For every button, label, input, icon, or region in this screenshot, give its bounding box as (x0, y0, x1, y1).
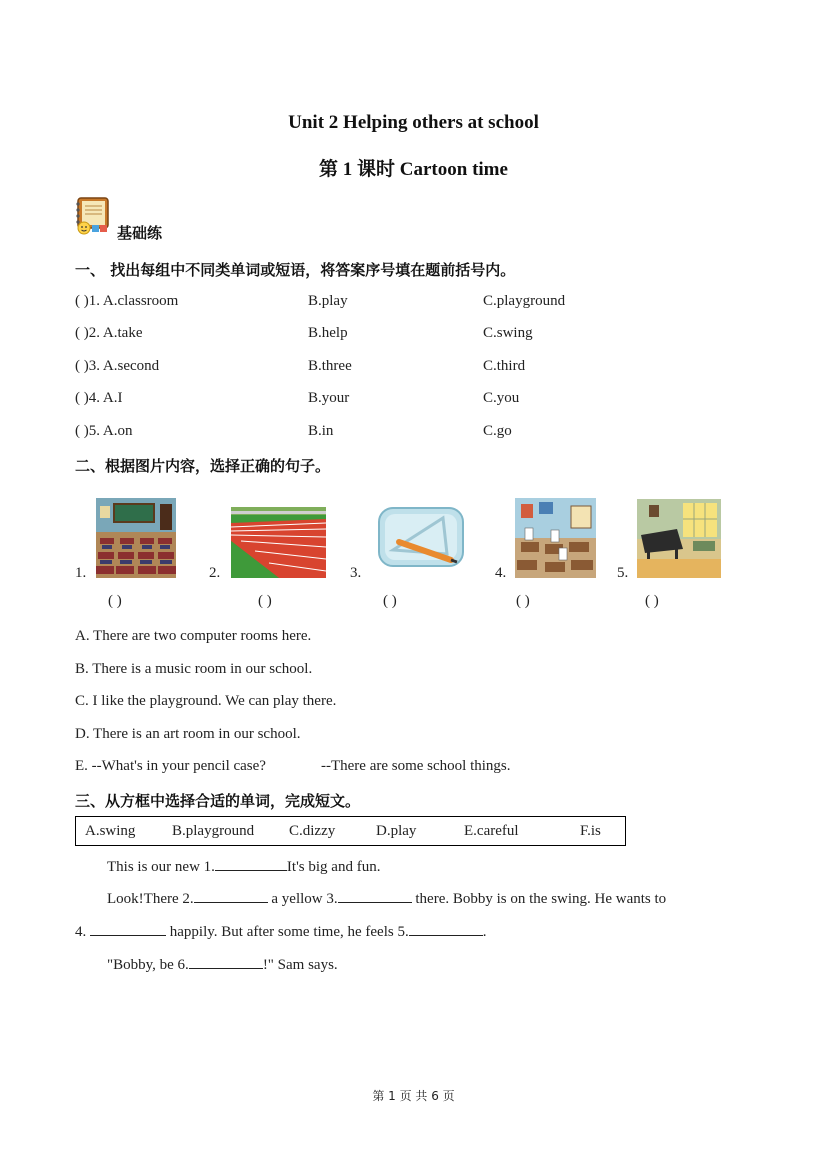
q2-option-b: B. There is a music room in our school. (75, 661, 313, 677)
q1-item-3-c: C.third (483, 358, 526, 374)
passage-line-2 (107, 888, 666, 908)
music-room-picture (637, 499, 721, 578)
blank-2[interactable] (194, 888, 268, 903)
q2-option-e-question: E. --What's in your pencil case? (75, 758, 266, 774)
section-label: 基础练 (117, 224, 163, 242)
word-box (75, 816, 626, 846)
passage-text: a yellow 3. (267, 891, 338, 907)
playground-picture (231, 501, 326, 578)
passage-text: 4. (75, 924, 90, 940)
word-option-a: A.swing (85, 823, 136, 839)
art-room-picture (515, 498, 596, 578)
q2-number-5: 5. (617, 565, 629, 581)
q1-item-2-c: C.swing (483, 325, 533, 341)
word-option-e: E.careful (464, 823, 519, 839)
q1-item-1-a: ( )1. A.classroom (75, 293, 179, 309)
q2-number-2: 2. (209, 565, 221, 581)
classroom-picture (96, 498, 176, 578)
q1-item-4-a: ( )4. A.I (75, 390, 123, 406)
q2-answer-paren-3[interactable]: ( ) (383, 593, 397, 609)
q1-item-3-a: ( )3. A.second (75, 358, 160, 374)
passage-text: !" Sam says. (262, 957, 338, 973)
q2-heading: 二、根据图片内容，选择正确的句子。 (75, 457, 331, 475)
q1-item-1-c: C.playground (483, 293, 566, 309)
page-footer: 第 1 页 共 6 页 (372, 1089, 455, 1103)
notebook-icon (75, 196, 111, 236)
passage-text: . (482, 924, 487, 940)
page-title: Unit 2 Helping others at school (288, 112, 539, 133)
blank-6[interactable] (189, 954, 263, 969)
q2-answer-paren-4[interactable]: ( ) (516, 593, 530, 609)
passage-line-4 (107, 954, 338, 974)
word-option-f: F.is (580, 823, 601, 839)
q1-heading: 一、 找出每组中不同类单词或短语，将答案序号填在题前括号内。 (75, 261, 516, 279)
q1-item-5-c: C.go (483, 423, 512, 439)
passage-text: happily. But after some time, he feels 5. (166, 924, 409, 940)
passage-text: "Bobby, be 6. (107, 957, 189, 973)
q2-option-d: D. There is an art room in our school. (75, 726, 301, 742)
passage-text: Look!There 2. (107, 891, 194, 907)
word-option-c: C.dizzy (289, 823, 336, 839)
passage-text: It's big and fun. (286, 859, 381, 875)
passage-line-1 (107, 856, 380, 876)
word-option-d: D.play (376, 823, 417, 839)
q1-item-3-b: B.three (308, 358, 352, 374)
q2-option-c: C. I like the playground. We can play there. (75, 693, 337, 709)
blank-5[interactable] (409, 921, 483, 936)
q1-item-2-b: B.help (308, 325, 348, 341)
q2-number-4: 4. (495, 565, 507, 581)
q2-option-e-answer: --There are some school things. (321, 758, 511, 774)
q2-number-3: 3. (350, 565, 362, 581)
q2-answer-paren-1[interactable]: ( ) (108, 593, 122, 609)
q1-item-2-a: ( )2. A.take (75, 325, 143, 341)
passage-line-3 (75, 921, 486, 941)
blank-4[interactable] (90, 921, 166, 936)
pencil-case-picture (373, 498, 469, 578)
word-option-b: B.playground (172, 823, 255, 839)
q1-item-1-b: B.play (308, 293, 348, 309)
q1-item-4-c: C.you (483, 390, 520, 406)
q2-answer-paren-5[interactable]: ( ) (645, 593, 659, 609)
blank-1[interactable] (215, 856, 287, 871)
q2-number-1: 1. (75, 565, 87, 581)
q2-answer-paren-2[interactable]: ( ) (258, 593, 272, 609)
page-subtitle: 第 1 课时 Cartoon time (319, 159, 508, 180)
q1-item-4-b: B.your (308, 390, 350, 406)
q3-heading: 三、从方框中选择合适的单词，完成短文。 (75, 792, 361, 810)
passage-text: there. Bobby is on the swing. He wants to (411, 891, 667, 907)
q1-item-5-b: B.in (308, 423, 334, 439)
q2-option-a: A. There are two computer rooms here. (75, 628, 312, 644)
blank-3[interactable] (338, 888, 412, 903)
passage-text: This is our new 1. (107, 859, 215, 875)
q1-item-5-a: ( )5. A.on (75, 423, 133, 439)
